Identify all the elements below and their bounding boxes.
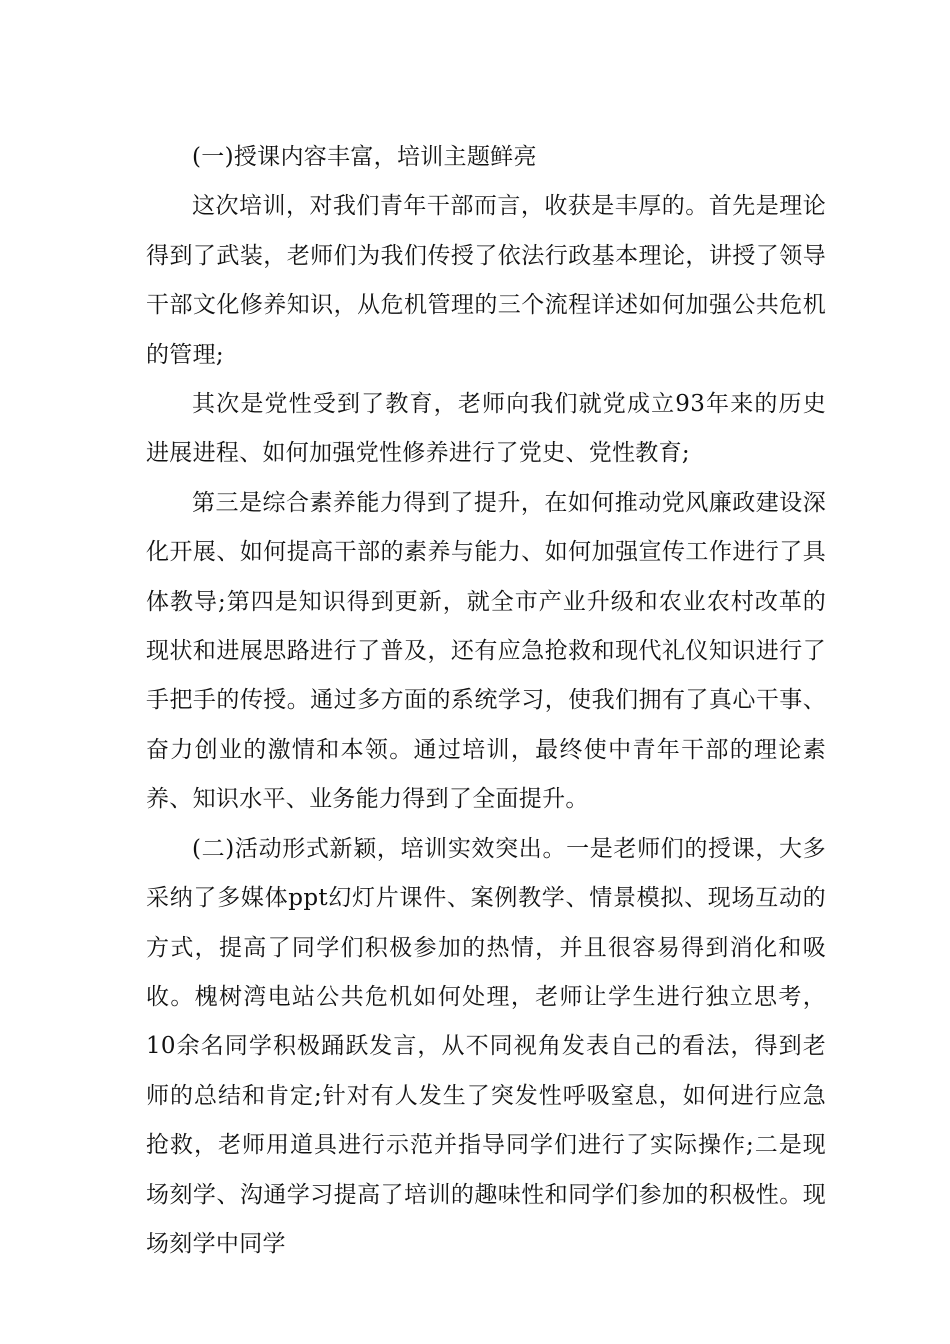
section-heading-one: (一)授课内容丰富，培训主题鲜亮	[192, 144, 537, 170]
paragraph-skills: 第三是综合素养能力得到了提升，在如何推动党风廉政建设深化开展、如何提高干部的素养与能力、如何加强宣传工作进行了具体教导;第四是知识得到更新，就全市产业升级和农业农村改革的现状和进展思路进行了普及，还有应急抢救和现代礼仪知识进行了手把手的传授。通过多方面的系统学习，使我们拥有了真心干事、奋力创业的激情和本领。通过培训，最终使中青年干部的理论素养、知识水平、业务能力得到了全面提升。	[146, 489, 826, 813]
document-body	[146, 133, 826, 1269]
paragraph-party-education: 其次是党性受到了教育，老师向我们就党成立93年来的历史进展进程、如何加强党性修养进行了党史、党性教育;	[146, 391, 826, 467]
paragraph-activity-forms: (二)活动形式新颖，培训实效突出。一是老师们的授课，大多采纳了多媒体ppt幻灯片课件、案例教学、情景模拟、现场互动的方式，提高了同学们积极参加的热情，并且很容易得到消化和吸收。槐树湾电站公共危机如何处理，老师让学生进行独立思考，10余名同学积极踊跃发言，从不同视角发表自己的看法，得到老师的总结和肯定;针对有人发生了突发性呼吸窒息，如何进行应急抢救，老师用道具进行示范并指导同学们进行了实际操作;二是现场刻学、沟通学习提高了培训的趣味性和同学们参加的积极性。现场刻学中同学	[146, 835, 826, 1257]
paragraph-theory: 这次培训，对我们青年干部而言，收获是丰厚的。首先是理论得到了武装，老师们为我们传授了依法行政基本理论，讲授了领导干部文化修养知识，从危机管理的三个流程详述如何加强公共危机的管理;	[146, 193, 826, 368]
